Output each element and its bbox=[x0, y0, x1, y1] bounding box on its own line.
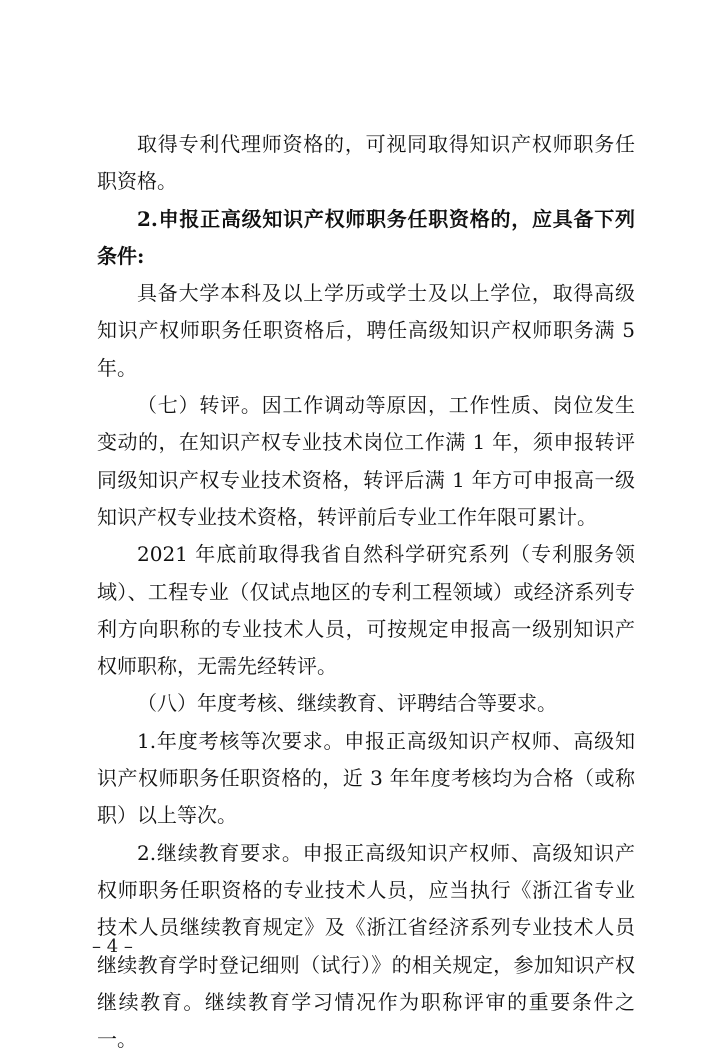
paragraph-senior-conditions: 具备大学本科及以上学历或学士及以上学位，取得高级知识产权师职务任职资格后，聘任高级知识产权师职务满 5 年。 bbox=[97, 281, 635, 380]
paragraph-continuing-education: 2.继续教育要求。申报正高级知识产权师、高级知识产权师职务任职资格的专业技术人员，应当执行《浙江省专业技术人员继续教育规定》及《浙江省经济系列专业技术人员继续教育学时登记细则（试行）》的相关规定，参加知识产权继续教育。继续教育学习情况作为职称评审的重要条件之一。 bbox=[97, 840, 635, 1052]
paragraph-qualification-equivalence: 取得专利代理师资格的，可视同取得知识产权师职务任职资格。 bbox=[97, 132, 635, 194]
document-body bbox=[97, 126, 635, 1058]
paragraph-transfer-exemption: 2021 年底前取得我省自然科学研究系列（专利服务领域）、工程专业（仅试点地区的专利工程领域）或经济系列专利方向职称的专业技术人员，可按规定申报高一级别知识产权师职称，无需先经转评。 bbox=[97, 542, 635, 679]
paragraph-annual-assessment: 1.年度考核等次要求。申报正高级知识产权师、高级知识产权师职务任职资格的，近 3 年年度考核均为合格（或称职）以上等次。 bbox=[97, 728, 635, 828]
page-number: – 4 – bbox=[92, 936, 133, 957]
paragraph-section-eight-heading: （八）年度考核、继续教育、评聘结合等要求。 bbox=[137, 691, 557, 716]
paragraph-senior-conditions-heading: 2.申报正高级知识产权师职务任职资格的，应具备下列条件: bbox=[97, 206, 635, 268]
paragraph-transfer-review: （七）转评。因工作调动等原因，工作性质、岗位发生变动的，在知识产权专业技术岗位工作满 1 年，须申报转评同级知识产权专业技术资格，转评后满 1 年方可申报高一级知识产权专业技术资格，转评前后专业工作年限可累计。 bbox=[97, 393, 635, 529]
